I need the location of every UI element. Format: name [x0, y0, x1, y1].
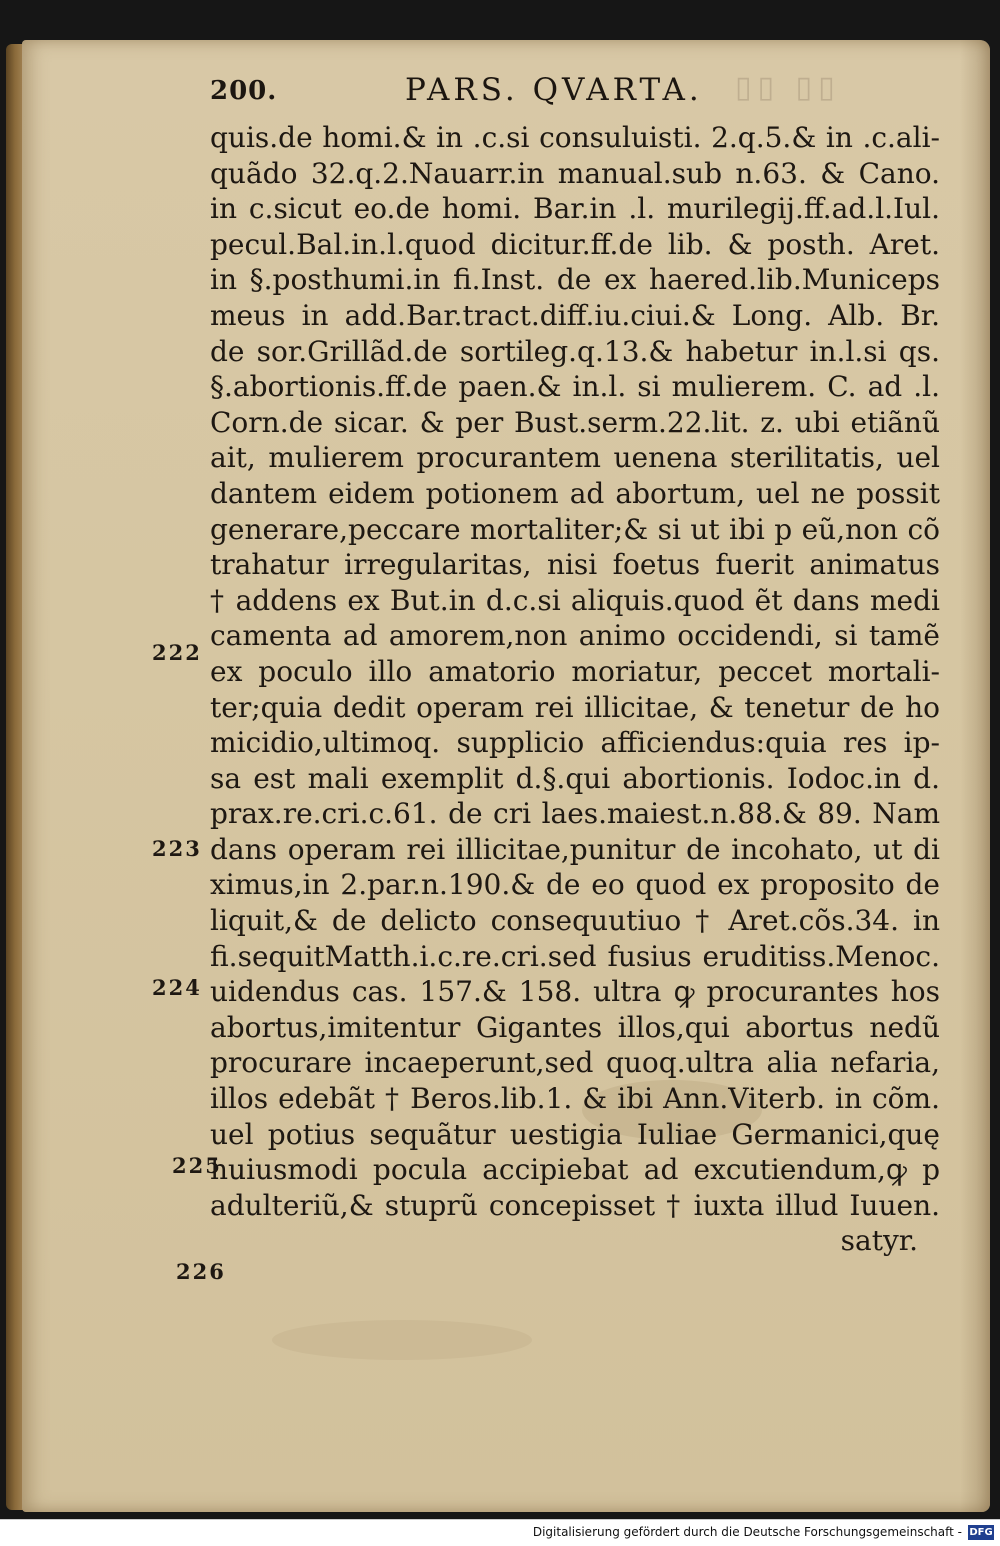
dfg-logo: DFG: [969, 1527, 993, 1538]
text-line: procurare incaeperunt,sed quoq.ultra alia nefaria,: [210, 1046, 940, 1080]
marginal-number: 224: [152, 975, 202, 1000]
text-line: illos edebãt † Beros.lib.1. & ibi Ann.Viterb. in cõm.: [210, 1082, 940, 1116]
text-line: in c.sicut eo.de homi. Bar.in .l. murilegij.ff.ad.l.Iul.: [210, 192, 940, 226]
text-line: generare,peccare mortaliter;& si ut ibi p eũ,non cõ: [210, 512, 940, 546]
text-line: prax.re.cri.c.61. de cri laes.maiest.n.88.& 89. Nam: [210, 797, 940, 831]
page-number: 200.: [210, 76, 278, 106]
text-line: ait, mulierem procurantem uenena sterilitatis, uel: [210, 441, 940, 475]
text-line: camenta ad amorem,non animo occidendi, si tamẽ: [210, 619, 940, 653]
marginal-number: 225: [172, 1153, 222, 1178]
funding-credit: Digitalisierung gefördert durch die Deutsche Forschungsgemeinschaft -: [532, 1525, 962, 1539]
text-line: Corn.de sicar. & per Bust.serm.22.lit. z. ubi etiãnũ: [210, 405, 940, 439]
text-line: §.abortionis.ff.de paen.& in.l. si mulierem. C. ad .l.: [210, 370, 940, 404]
text-line: de sor.Grillãd.de sortileg.q.13.& habetur in.l.si qs.: [210, 334, 940, 368]
marginal-number: 226: [176, 1259, 226, 1284]
text-line: dantem eidem potionem ad abortum, uel ne possit: [210, 476, 940, 510]
running-title: PARS. QVARTA.: [405, 72, 703, 108]
text-line: quãdo 32.q.2.Nauarr.in manual.sub n.63. & Cano.: [210, 156, 940, 190]
text-line: abortus,imitentur Gigantes illos,qui abortus nedũ: [210, 1010, 940, 1044]
text-line: adulteriũ,& stuprũ concepisset † iuxta illud Iuuen.: [210, 1188, 940, 1222]
main-text-block: [210, 120, 940, 1259]
digitization-footer: [0, 1519, 1000, 1546]
text-line: meus in add.Bar.tract.diff.iu.ciui.& Long. Alb. Br.: [210, 298, 940, 332]
text-line: ex poculo illo amatorio moriatur, peccet mortali-: [210, 654, 940, 688]
text-line: liquit,& de delicto consequutiuo † Aret.cõs.34. in: [210, 904, 940, 938]
text-line: ter;quia dedit operam rei illicitae, & tenetur de ho: [210, 690, 940, 724]
text-line: † addens ex But.in d.c.si aliquis.quod ẽt dans medi: [210, 583, 940, 617]
page-edge-shadow: [960, 40, 990, 1512]
catchword: satyr.: [840, 1224, 918, 1258]
text-line: fi.sequitMatth.i.c.re.cri.sed fusius eruditiss.Menoc.: [210, 939, 940, 973]
text-line: micidio,ultimoq. supplicio afficiendus:quia res ip-: [210, 726, 940, 760]
text-line: in §.posthumi.in fi.Inst. de ex haered.lib.Municeps: [210, 263, 940, 297]
text-line: huiusmodi pocula accipiebat ad excutiendum,ꝙ p: [210, 1153, 940, 1187]
text-line: sa est mali exemplit d.§.qui abortionis. Iodoc.in d.: [210, 761, 940, 795]
bleed-through-text: ▯▯ ▯▯: [735, 70, 841, 105]
marginal-number: 223: [152, 836, 202, 861]
page-header: [210, 72, 810, 112]
text-line: quis.de homi.& in .c.si consuluisti. 2.q.5.& in .c.ali-: [210, 121, 940, 154]
text-line: uel potius sequãtur uestigia Iuliae Germanici,quę: [210, 1117, 940, 1151]
text-line: trahatur irregularitas, nisi foetus fuerit animatus: [210, 548, 940, 582]
text-line: uidendus cas. 157.& 158. ultra ꝙ procurantes hos: [210, 975, 940, 1009]
text-line: ximus,in 2.par.n.190.& de eo quod ex proposito de: [210, 868, 940, 902]
text-line: pecul.Bal.in.l.quod dicitur.ff.de lib. & posth. Aret.: [210, 227, 940, 261]
text-line: dans operam rei illicitae,punitur de incohato, ut di: [210, 832, 940, 866]
marginal-number: 222: [152, 640, 202, 665]
paper-stain: [272, 1320, 532, 1360]
